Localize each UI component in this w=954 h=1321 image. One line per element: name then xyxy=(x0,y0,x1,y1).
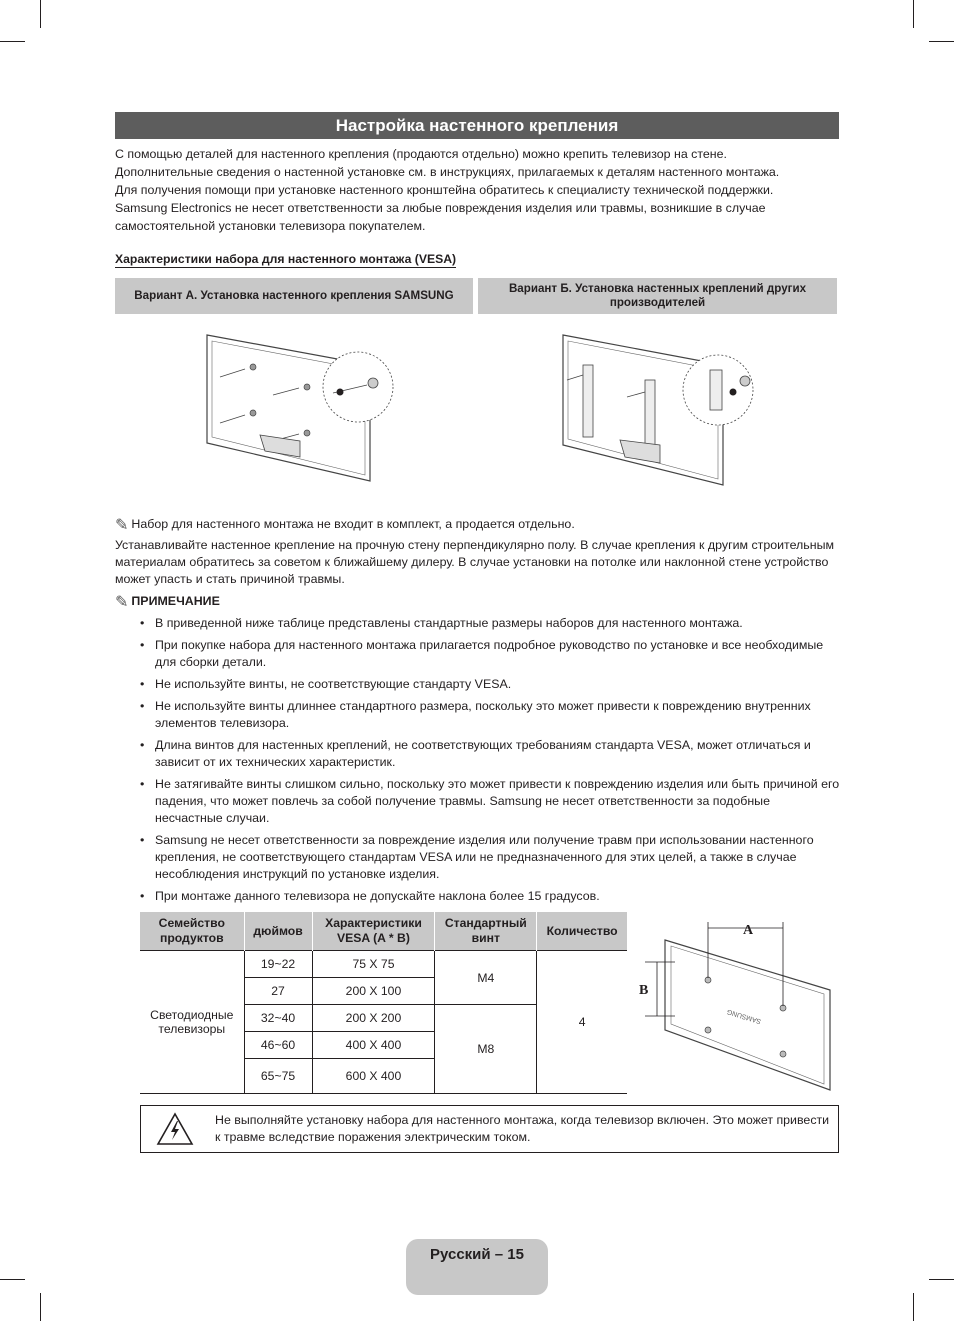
inches-cell: 46~60 xyxy=(244,1032,312,1059)
list-item: • Не затягивайте винты слишком сильно, поскольку это может привести к повреждению изделия или быть причиной его падения, что может повлечь за собой получение травмы. Samsung не несет ответственности за подобные несчастные случаи. xyxy=(140,776,840,827)
crop-mark xyxy=(0,1279,25,1280)
vesa-heading: Характеристики набора для настенного монтажа (VESA) xyxy=(115,252,457,266)
kit-note-text: Набор для настенного монтажа не входит в комплект, а продается отдельно. xyxy=(131,517,575,531)
crop-mark xyxy=(929,1279,954,1280)
page-footer: Русский – 15 xyxy=(406,1239,548,1295)
screw-cell: M8 xyxy=(435,1005,537,1094)
electric-shock-warning-icon xyxy=(155,1111,195,1147)
samsung-mount-illustration xyxy=(195,325,405,485)
crop-mark xyxy=(40,0,41,28)
vesa-cell: 75 X 75 xyxy=(312,951,435,978)
quantity-cell: 4 xyxy=(537,951,627,1094)
warning-box xyxy=(140,1105,839,1153)
list-item: • В приведенной ниже таблице представлены стандартные размеры наборов для настенного монтажа. xyxy=(140,615,840,632)
variant-a-label: Вариант A. Установка настенного крепления SAMSUNG xyxy=(115,278,473,314)
intro-line: Samsung Electronics не несет ответственности за любые повреждения изделия или травмы, возникшие в случае самостоятельной установки телевизора покупателем. xyxy=(115,201,766,233)
warning-text: Не выполняйте установку набора для настенного монтажа, когда телевизор включен. Это может привести к травме вследствие поражения электрическим током. xyxy=(215,1113,830,1144)
kit-note xyxy=(115,516,575,534)
vesa-cell: 200 X 200 xyxy=(312,1005,435,1032)
list-item: • При покупке набора для настенного монтажа прилагается подробное руководство по установке и все необходимые для сборки детали. xyxy=(140,637,840,671)
vesa-cell: 400 X 400 xyxy=(312,1032,435,1059)
list-item: • Длина винтов для настенных креплений, не соответствующих требованиям стандарта VESA, может отличаться и зависит от их технических характеристик. xyxy=(140,737,840,771)
table-header: Количество xyxy=(537,912,627,951)
crop-mark xyxy=(0,41,25,42)
table-header-row xyxy=(140,912,627,951)
vesa-table xyxy=(140,912,627,1094)
vesa-cell: 600 X 400 xyxy=(312,1059,435,1094)
list-item: • При монтаже данного телевизора не допускайте наклона более 15 градусов. xyxy=(140,888,840,905)
table-row xyxy=(140,951,627,978)
note-heading xyxy=(115,592,220,612)
crop-mark xyxy=(913,1293,914,1321)
variant-b-label: Вариант Б. Установка настенных креплений других производителей xyxy=(478,278,837,314)
crop-mark xyxy=(929,41,954,42)
pencil-note-icon: ✎ xyxy=(115,594,129,611)
pencil-note-icon: ✎ xyxy=(115,517,129,534)
crop-mark xyxy=(40,1293,41,1321)
inches-cell: 32~40 xyxy=(244,1005,312,1032)
dimension-label-b: B xyxy=(639,983,649,998)
table-header: Семейство продуктов xyxy=(140,912,244,951)
list-item: • Samsung не несет ответственности за повреждение изделия или получение травм при использовании настенного крепления, не соответствующего стандартам VESA или не предназначенного для этих целей, а также в случае несоблюдения инструкций по установке изделия. xyxy=(140,832,840,883)
inches-cell: 65~75 xyxy=(244,1059,312,1094)
vesa-cell: 200 X 100 xyxy=(312,978,435,1005)
table-header: Характеристики VESA (A * B) xyxy=(312,912,435,951)
screw-cell: M4 xyxy=(435,951,537,1005)
inches-cell: 19~22 xyxy=(244,951,312,978)
intro-line: Дополнительные сведения о настенной установке см. в инструкциях, прилагаемых к деталям настенного монтажа. xyxy=(115,165,780,179)
inches-cell: 27 xyxy=(244,978,312,1005)
list-item: • Не используйте винты длиннее стандартного размера, поскольку это может привести к повреждению внутренних элементов телевизора. xyxy=(140,698,840,732)
product-family-cell: Светодиодные телевизоры xyxy=(140,951,244,1094)
crop-mark xyxy=(913,0,914,28)
note-heading-text: ПРИМЕЧАНИЕ xyxy=(131,594,220,608)
intro-line: С помощью деталей для настенного крепления (продаются отдельно) можно крепить телевизор на стене. xyxy=(115,147,727,161)
table-header: дюймов xyxy=(244,912,312,951)
dimension-label-a: A xyxy=(743,923,754,938)
brand-logo: SAMSUNG xyxy=(726,1007,763,1025)
notes-list xyxy=(140,615,840,910)
install-paragraph: Устанавливайте настенное крепление на прочную стену перпендикулярно полу. В случае крепления к другим строительным материалам обратитесь за советом к ближайшему дилеру. В случае установки на потолке или наклонной стене устройство может упасть и стать причиной травмы. xyxy=(115,538,835,586)
table-header: Стандартный винт xyxy=(435,912,537,951)
other-mount-illustration xyxy=(555,325,765,490)
intro-line: Для получения помощи при установке настенного кронштейна обратитесь к специалисту технической поддержки. xyxy=(115,183,774,197)
intro-text xyxy=(115,145,839,235)
list-item: • Не используйте винты, не соответствующие стандарту VESA. xyxy=(140,676,840,693)
vesa-dimension-diagram xyxy=(625,912,840,1097)
section-title: Настройка настенного крепления xyxy=(115,112,839,139)
